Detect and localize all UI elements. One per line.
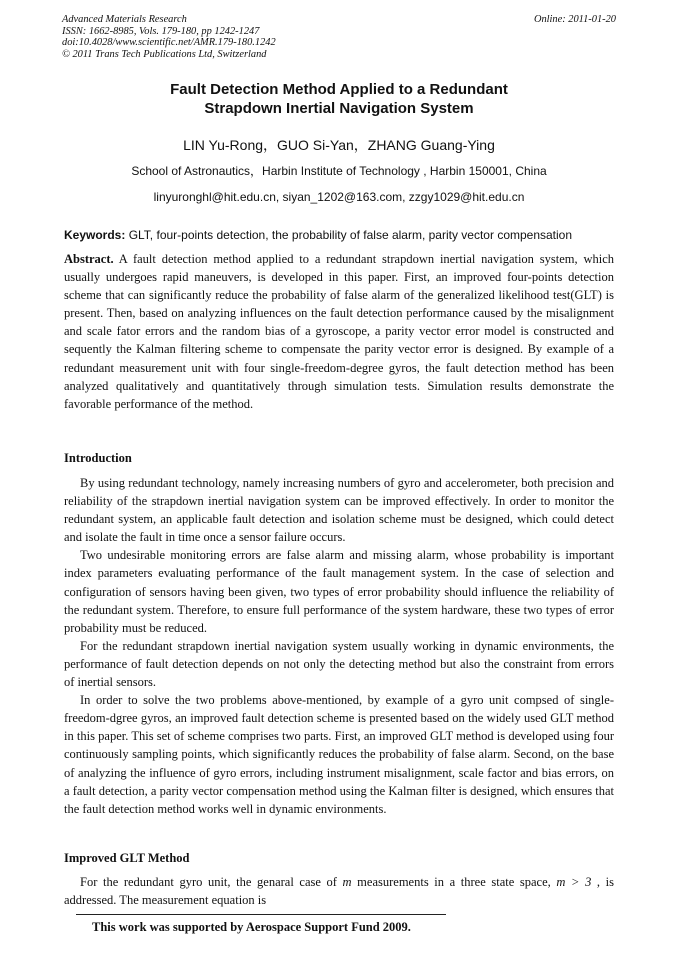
abstract-text: A fault detection method applied to a redundant strapdown inertial navigation system, which usually undergoes rapid maneuvers, is developed in this paper. First, an improved four-points detection scheme that can significantly reduce the probability of false alarm of the generalized likelihood test(GLT) is present. Then, based on analyzing influences on the fault detection performance caused by the misalignment and scale fator errors and the random bias of a gyroscope, a parity vector error model is constructed and sequently the Kalman filtering scheme to compensate the parity vector error is designed. By example of a redundant measurement unit with four single-freedom-degree gyros, the fault detection method has been analyzed qualitatively and quantitatively through simulation tests. Simulation results demonstrate the favorable performance of the method. [64,252,614,411]
abstract-label: Abstract. [64,252,114,266]
title-line-1: Fault Detection Method Applied to a Redundant [170,81,508,98]
paragraph: For the redundant strapdown inertial navigation system usually working in dynamic environments, the performance of fault detection depends on not only the detecting method but also the constraint from errors of inertial sensors. [64,638,614,690]
introduction-body [64,474,614,818]
journal-doi: doi:10.4028/www.scientific.net/AMR.179-180.1242 [62,37,276,49]
author-emails: linyuronghl@hit.edu.cn, siyan_1202@163.com, zzgy1029@hit.edu.cn [153,190,525,204]
math-m: m [342,875,352,889]
footnote-divider [76,914,446,915]
online-date: Online: 2011-01-20 [533,14,616,25]
paragraph [64,873,614,909]
journal-name: Advanced Materials Research [62,14,187,25]
keywords-label: Keywords: [64,228,126,242]
improved-glt-body [64,873,614,909]
journal-issn: ISSN: 1662-8985, Vols. 179-180, pp 1242-1247 [62,25,260,37]
paper-title [0,81,678,118]
abstract [64,250,614,413]
funding-footnote: This work was supported by Aerospace Support Fund 2009. [92,920,411,934]
text-run: measurements in a three state space, [351,875,557,889]
text-run: For the redundant gyro unit, the genaral case of [80,875,343,889]
journal-copyright: © 2011 Trans Tech Publications Ltd, Switzerland [62,48,267,60]
paragraph: Two undesirable monitoring errors are false alarm and missing alarm, whose probability is important index parameters evaluating performance of the fault management system. In the case of selection and configuration of sensors having been given, two types of error probability should influence the reliability of the redundant system. Therefore, to ensure full performance of the system hardware, these two types of error probability must be reduced. [64,548,614,635]
author-list: LIN Yu-Rong，GUO Si-Yan，ZHANG Guang-Ying [183,137,495,153]
paragraph: By using redundant technology, namely increasing numbers of gyro and accelerometer, both precision and reliability of the strapdown inertial navigation system can be improved effectively. In order to monitor the redundant system, an applicable fault detection and isolation scheme must be designed, which could detect and isolate the fault in time once a sensor failure occurs. [64,476,614,545]
title-line-2: Strapdown Inertial Navigation System [204,99,474,117]
section-heading-introduction: Introduction [64,451,132,465]
affiliation: School of Astronautics，Harbin Institute of Technology , Harbin 150001, China [131,164,547,178]
paragraph: In order to solve the two problems above-mentioned, by example of a gyro unit compsed of single- freedom-dgree gyros, an improved fault detection scheme is presented based on the widely used GLT method in this paper. This set of scheme comprises two parts. First, an improved GLT method is developed using four continuously sampling points, which significantly reduces the probability of false alarm. Second, on the base of analyzing the influence of gyro errors, including instrument misalignment, scale factor and bias errors, on a fault detection, a parity vector compensation method using the Kalman filter is designed, which ensures that the fault detection method works well in dynamic environments. [64,693,614,816]
text-run: , is addressed. The measurement equation is [64,875,615,908]
journal-header [62,14,276,60]
keywords-text: GLT, four-points detection, the probability of false alarm, parity vector compensation [125,228,573,242]
keywords [64,227,624,243]
section-heading-improved-glt: Improved GLT Method [64,851,190,865]
math-condition: m > 3 [556,875,592,889]
